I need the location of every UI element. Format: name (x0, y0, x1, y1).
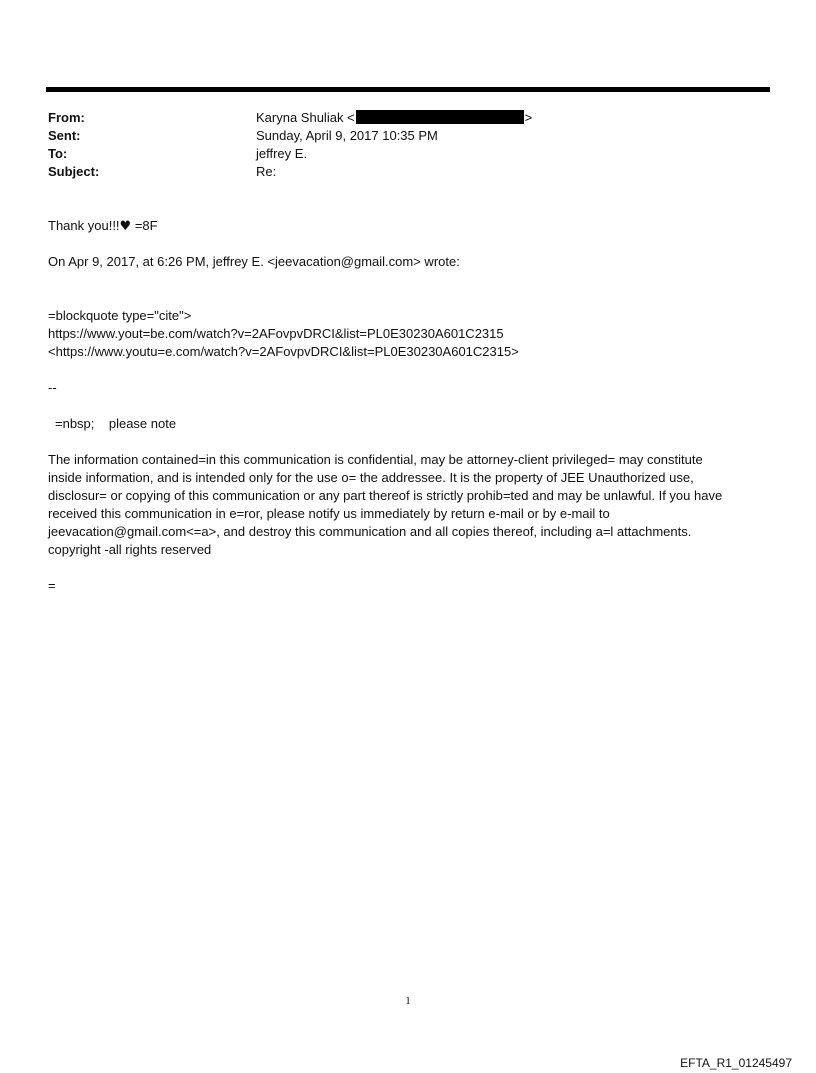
disclaimer-line: disclosur= or copying of this communication or any part thereof is strictly prohib=ted and may be unlawful. If you have (48, 488, 723, 503)
disclaimer-line: received this communication in e=ror, please notify us immediately by return e-mail or by e-mail to (48, 506, 610, 521)
thanks-line (48, 217, 158, 236)
from-value (256, 109, 532, 127)
thanks-suffix: =8F (131, 218, 158, 233)
separator: -- (48, 380, 57, 395)
youtube-link-1[interactable]: https://www.yout=be.com/watch?v=2AFovpvDRCI&list=PL0E30230A601C2315 (48, 326, 504, 341)
document-id: EFTA_R1_01245497 (680, 1056, 792, 1070)
page-number: 1 (405, 995, 411, 1007)
thanks-text: Thank you!!! (48, 218, 120, 233)
confidentiality-disclaimer (48, 451, 763, 559)
from-name: Karyna Shuliak < (256, 110, 355, 125)
blockquote-tag: =blockquote type="cite"> (48, 308, 192, 323)
redacted-email (356, 110, 524, 124)
sent-label: Sent: (48, 128, 81, 143)
subject-value: Re: (256, 164, 277, 179)
to-label: To: (48, 146, 68, 161)
from-close: > (524, 110, 533, 125)
disclaimer-line: inside information, and is intended only for the use o= the addressee. It is the property of JEE Unauthorized use, (48, 470, 694, 485)
nbsp-note: =nbsp; please note (55, 416, 177, 431)
from-label: From: (48, 110, 85, 125)
disclaimer-line: copyright -all rights reserved (48, 542, 212, 557)
youtube-link-2[interactable]: <https://www.youtu=e.com/watch?v=2AFovpvDRCI&list=PL0E30230A601C2315> (48, 344, 519, 359)
subject-label: Subject: (48, 164, 100, 179)
header-rule (46, 87, 770, 92)
sent-value: Sunday, April 9, 2017 10:35 PM (256, 128, 438, 143)
trailing-equals: = (48, 578, 56, 593)
disclaimer-line: The information contained=in this communication is confidential, may be attorney-client privileged= may constitute (48, 452, 703, 467)
disclaimer-line: jeevacation@gmail.com<=a>, and destroy this communication and all copies thereof, including a=l attachments. (48, 524, 692, 539)
to-value: jeffrey E. (256, 146, 308, 161)
quote-intro: On Apr 9, 2017, at 6:26 PM, jeffrey E. <jeevacation@gmail.com> wrote: (48, 254, 460, 269)
heart-icon: ♥ (119, 219, 132, 234)
